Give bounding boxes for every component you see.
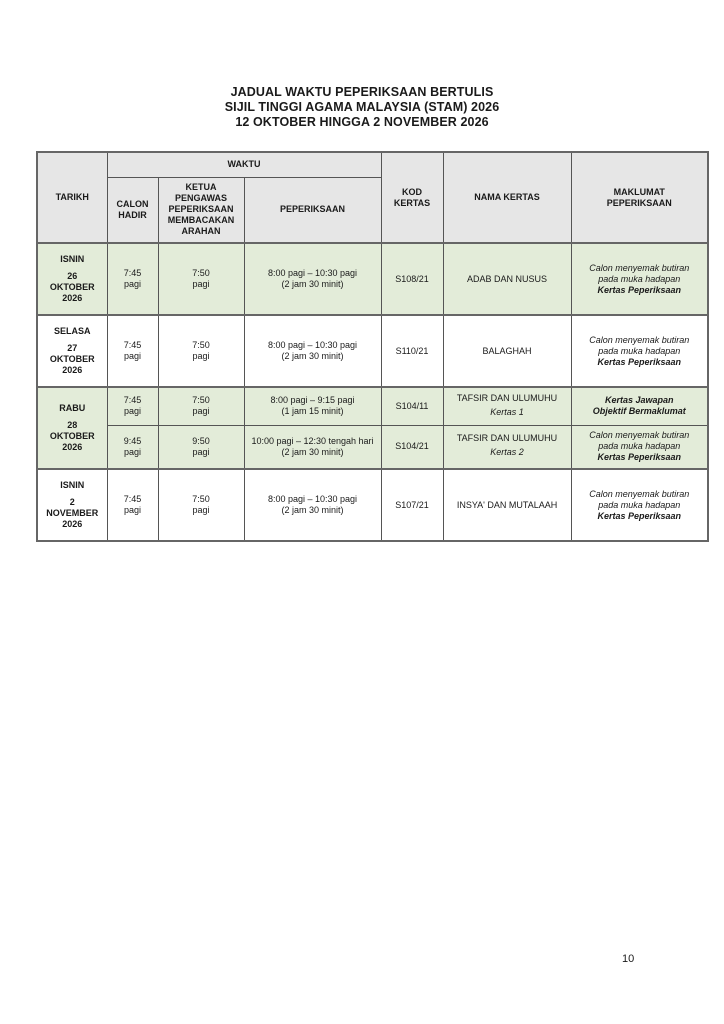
title-line-1: JADUAL WAKTU PEPERIKSAAN BERTULIS [230,85,494,99]
month-label: NOVEMBER [46,508,99,518]
header-calon-line: CALON [116,198,149,209]
calon-hadir-cell: 7:45 pagi [107,387,158,425]
document-title [0,85,724,130]
table-row [37,469,708,541]
date-number: 2 [69,497,75,507]
masa-cell: 8:00 pagi – 10:30 pagi (2 jam 30 minit) [244,315,381,387]
day-label: ISNIN [60,254,85,264]
month-label: OKTOBER [49,431,95,441]
ketua-cell: 9:50 pagi [158,425,244,469]
year-label: 2026 [62,293,83,303]
year-label: 2026 [62,442,83,452]
masa-cell: 8:00 pagi – 10:30 pagi (2 jam 30 minit) [244,469,381,541]
header-kod-kertas [381,152,443,243]
kod-cell: S108/21 [381,243,443,315]
date-number: 27 [67,343,78,353]
ketua-cell: 7:50 pagi [158,243,244,315]
kod-cell: S104/21 [381,425,443,469]
header-ketua-line: PEPERIKSAAN [168,204,234,215]
ketua-cell: 7:50 pagi [158,469,244,541]
header-peperiksaan: PEPERIKSAAN [244,177,381,243]
nama-cell: INSYA' DAN MUTALAAH [443,469,571,541]
day-label: RABU [59,403,86,413]
header-waktu: WAKTU [107,152,381,177]
nama-cell: ADAB DAN NUSUS [443,243,571,315]
table-row [37,425,708,469]
masa-cell: 8:00 pagi – 10:30 pagi (2 jam 30 minit) [244,243,381,315]
kod-cell: S104/11 [381,387,443,425]
header-maklumat-line: MAKLUMAT [613,186,665,197]
ketua-cell: 7:50 pagi [158,315,244,387]
nama-cell: TAFSIR DAN ULUMUHU Kertas 1 [443,387,571,425]
date-cell [37,387,107,469]
masa-cell: 10:00 pagi – 12:30 tengah hari (2 jam 30 minit) [244,425,381,469]
title-line-2: SIJIL TINGGI AGAMA MALAYSIA (STAM) 2026 [224,100,500,114]
day-label: ISNIN [60,480,85,490]
table-row [37,315,708,387]
month-label: OKTOBER [49,354,95,364]
date-number: 28 [67,420,78,430]
date-cell [37,315,107,387]
day-label: SELASA [53,326,91,336]
maklumat-cell: Calon menyemak butiran pada muka hadapan Kertas Peperiksaan [571,243,708,315]
date-cell [37,469,107,541]
maklumat-cell: Kertas Jawapan Objektif Bermaklumat [571,387,708,425]
year-label: 2026 [62,519,83,529]
header-tarikh: TARIKH [37,152,107,243]
maklumat-cell: Calon menyemak butiran pada muka hadapan Kertas Peperiksaan [571,469,708,541]
header-calon-hadir [107,177,158,243]
header-kod-line: KERTAS [393,197,431,208]
nama-cell: TAFSIR DAN ULUMUHU Kertas 2 [443,425,571,469]
header-row-1 [37,152,708,177]
title-line-3: 12 OKTOBER HINGGA 2 NOVEMBER 2026 [235,115,489,129]
calon-hadir-cell: 9:45 pagi [107,425,158,469]
date-cell [37,243,107,315]
calon-hadir-cell: 7:45 pagi [107,243,158,315]
header-maklumat [571,152,708,243]
header-ketua-line: KETUA [185,182,217,193]
table-row [37,243,708,315]
table-row [37,387,708,425]
page-number: 10 [622,953,635,965]
nama-cell: BALAGHAH [443,315,571,387]
maklumat-cell: Calon menyemak butiran pada muka hadapan Kertas Peperiksaan [571,315,708,387]
header-kod-line: KOD [402,186,423,197]
ketua-cell: 7:50 pagi [158,387,244,425]
header-calon-line: HADIR [118,209,147,220]
header-maklumat-line: PEPERIKSAAN [606,197,672,208]
exam-schedule-table [36,151,709,542]
kod-cell: S107/21 [381,469,443,541]
date-number: 26 [67,271,78,281]
header-ketua-line: ARAHAN [181,226,221,237]
kod-cell: S110/21 [381,315,443,387]
year-label: 2026 [62,365,83,375]
calon-hadir-cell: 7:45 pagi [107,469,158,541]
maklumat-cell: Calon menyemak butiran pada muka hadapan Kertas Peperiksaan [571,425,708,469]
calon-hadir-cell: 7:45 pagi [107,315,158,387]
month-label: OKTOBER [49,282,95,292]
header-nama-kertas: NAMA KERTAS [443,152,571,243]
header-ketua-line: MEMBACAKAN [167,215,235,226]
masa-cell: 8:00 pagi – 9:15 pagi (1 jam 15 minit) [244,387,381,425]
header-ketua-line: PENGAWAS [174,193,227,204]
header-ketua-pengawas [158,177,244,243]
